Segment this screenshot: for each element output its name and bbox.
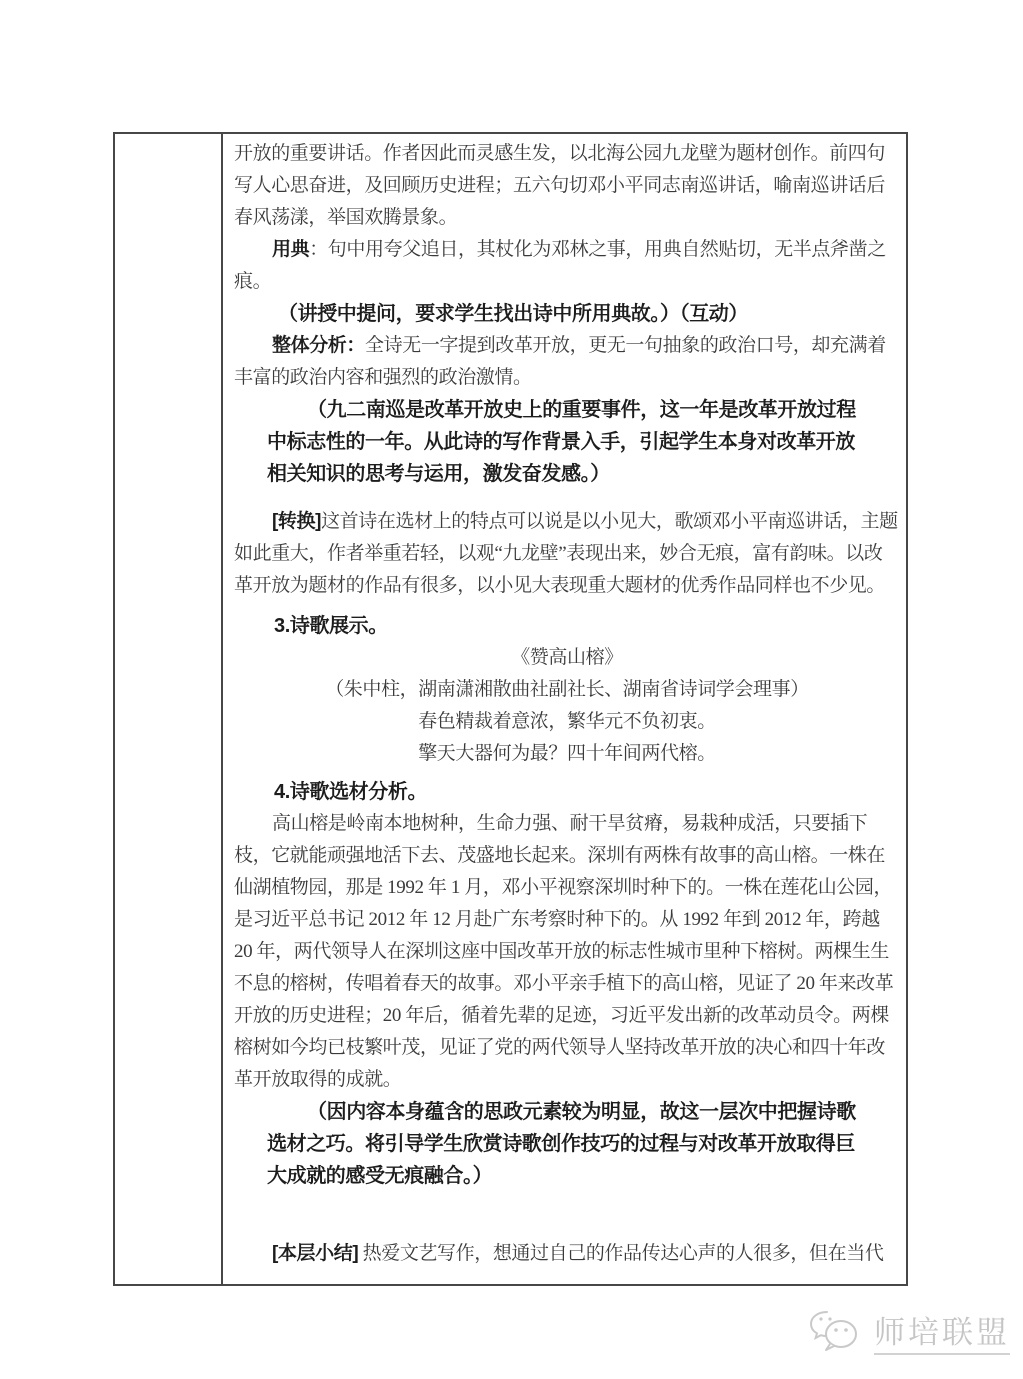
paragraph-lead: [本层小结]: [272, 1243, 359, 1264]
paragraph-text: 这首诗在选材上的特点可以说是以小见大，歌颂邓小平南巡讲话，主题如此重大，作者举重若轻，以观“九龙壁”表现出来，妙合无痕，富有韵味。以改革开放为题材的作品有很多，以小见大表现重大题材的优秀作品同样也不少见。: [234, 511, 898, 596]
paragraph: [234, 330, 900, 394]
paragraph-lead: 用典: [272, 239, 310, 260]
teaching-note-block: （因内容本身蕴含的思政元素较为明显，故这一层次中把握诗歌选材之巧。将引导学生欣赏诗歌创作技巧的过程与对改革开放取得巨大成就的感受无痕融合。）: [267, 1101, 856, 1187]
teaching-note-block: （九二南巡是改革开放史上的重要事件，这一年是改革开放过程中标志性的一年。从此诗的写作背景入手，引起学生本身对改革开放相关知识的思考与运用，激发奋发感。）: [267, 399, 856, 485]
paragraph-text: 热爱文艺写作，想通过自己的作品传达心声的人很多，但在当代: [358, 1243, 884, 1264]
interaction-note: （讲授中提问，要求学生找出诗中所用典故。）（互动）: [278, 303, 748, 325]
watermark-text: 师培联盟: [874, 1307, 1010, 1355]
table-left-column: [115, 134, 223, 1284]
paragraph: 高山榕是岭南本地树种，生命力强、耐干旱贫瘠，易栽种成活，只要插下枝，它就能顽强地活下去、茂盛地长起来。深圳有两株有故事的高山榕。一株在仙湖植物园，那是 1992 年 1 月，邓小平视察深圳时种下的。一株在莲花山公园，是习近平总书记 2012 年 12 月赴广东考察时种下的。从 1992 年到 2012 年，跨越 20 年，两代领导人在深圳这座中国改革开放的标志性城市里种下榕树。两棵生生不息的榕树，传唱着春天的故事。邓小平亲手植下的高山榕，见证了 20 年来改革开放的历史进程；20 年后，循着先辈的足迹，习近平发出新的改革动员令。两棵榕树如今均已枝繁叶茂，见证了党的两代领导人坚持改革开放的决心和四十年改革开放取得的成就。: [234, 813, 894, 1090]
watermark: [805, 1306, 1010, 1356]
paragraph: [234, 234, 900, 298]
table-content-cell: [223, 134, 906, 1284]
paragraph-text: ：句中用夸父追日，其杖化为邓林之事，用典自然贴切，无半点斧凿之痕。: [234, 239, 886, 292]
paragraph: [234, 1238, 900, 1270]
poem-title: 《赞高山榕》: [511, 647, 623, 668]
section-heading: 3.诗歌展示。: [274, 615, 388, 637]
poem-line: 擎天大器何为最？四十年间两代榕。: [418, 743, 716, 764]
paragraph: [234, 506, 900, 602]
paragraph-text: 全诗无一字提到改革开放，更无一句抽象的政治口号，却充满着丰富的政治内容和强烈的政治激情。: [234, 335, 886, 388]
poem-author: （朱中柱，湖南潇湘散曲社副社长、湖南省诗词学会理事）: [325, 679, 809, 700]
paragraph-lead: 整体分析：: [272, 335, 366, 356]
section-heading: 4.诗歌选材分析。: [274, 781, 428, 803]
paragraph: 开放的重要讲话。作者因此而灵感生发，以北海公园九龙壁为题材创作。前四句写人心思奋进，及回顾历史进程；五六句切邓小平同志南巡讲话，喻南巡讲话后春风荡漾，举国欢腾景象。: [234, 143, 886, 228]
poem-line: 春色精裁着意浓，繁华元不负初衷。: [418, 711, 716, 732]
wechat-bubbles-icon: [805, 1306, 865, 1356]
paragraph-lead: [转换]: [272, 511, 322, 532]
lesson-plan-table: [113, 132, 908, 1286]
